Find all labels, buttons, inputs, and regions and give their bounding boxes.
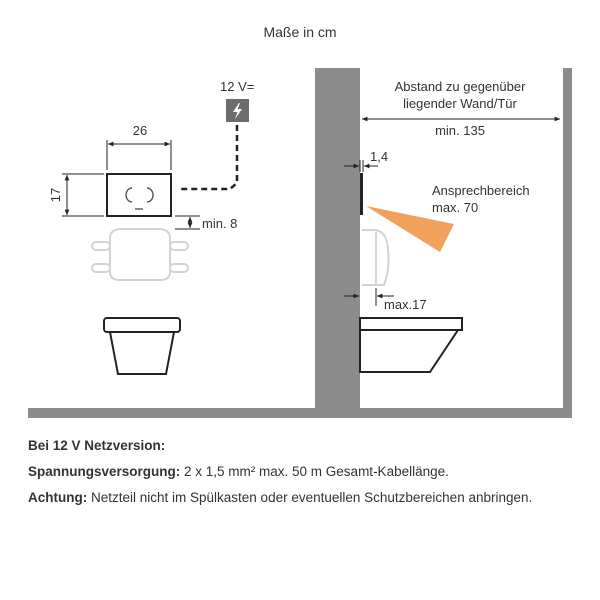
gap-label: min. 8 — [202, 216, 238, 231]
depth-label: 1,4 — [370, 149, 389, 164]
height-dimension — [62, 174, 104, 216]
notes-heading: Bei 12 V Netzversion: — [28, 438, 166, 453]
offset-label: max.17 — [384, 297, 427, 312]
supply-text: 2 x 1,5 mm² max. 50 m Gesamt-Kabellänge. — [180, 464, 449, 479]
cistern-side-outline — [362, 230, 389, 285]
power-supply — [226, 99, 249, 122]
flush-plate-side — [360, 173, 363, 215]
gap-dimension — [175, 216, 200, 229]
cistern-outline — [92, 229, 188, 280]
warning-label: Achtung: — [28, 490, 88, 505]
toilet-side — [360, 318, 462, 372]
supply-note — [28, 463, 588, 481]
width-dimension — [107, 140, 171, 170]
warning-note — [28, 489, 588, 507]
distance-label-line2: liegender Wand/Tür — [403, 96, 517, 111]
distance-value: min. 135 — [435, 123, 485, 138]
width-label: 26 — [132, 123, 148, 138]
distance-label-line1: Abstand zu gegenüber — [394, 79, 526, 94]
power-cable — [180, 125, 237, 189]
warning-text: Netzteil nicht im Spülkasten oder eventuellen Schutzbereichen anbringen. — [87, 490, 533, 505]
sensor-label-line1: Ansprechbereich — [432, 183, 530, 198]
sensor-label-line2: max. 70 — [432, 200, 479, 215]
power-label: 12 V= — [220, 79, 255, 94]
flush-plate — [107, 174, 171, 216]
toilet-front — [104, 318, 180, 374]
supply-label: Spannungsversorgung: — [28, 464, 181, 479]
height-label: 17 — [48, 187, 63, 203]
notes-section — [28, 437, 588, 515]
diagram-title: Maße in cm — [263, 24, 337, 40]
